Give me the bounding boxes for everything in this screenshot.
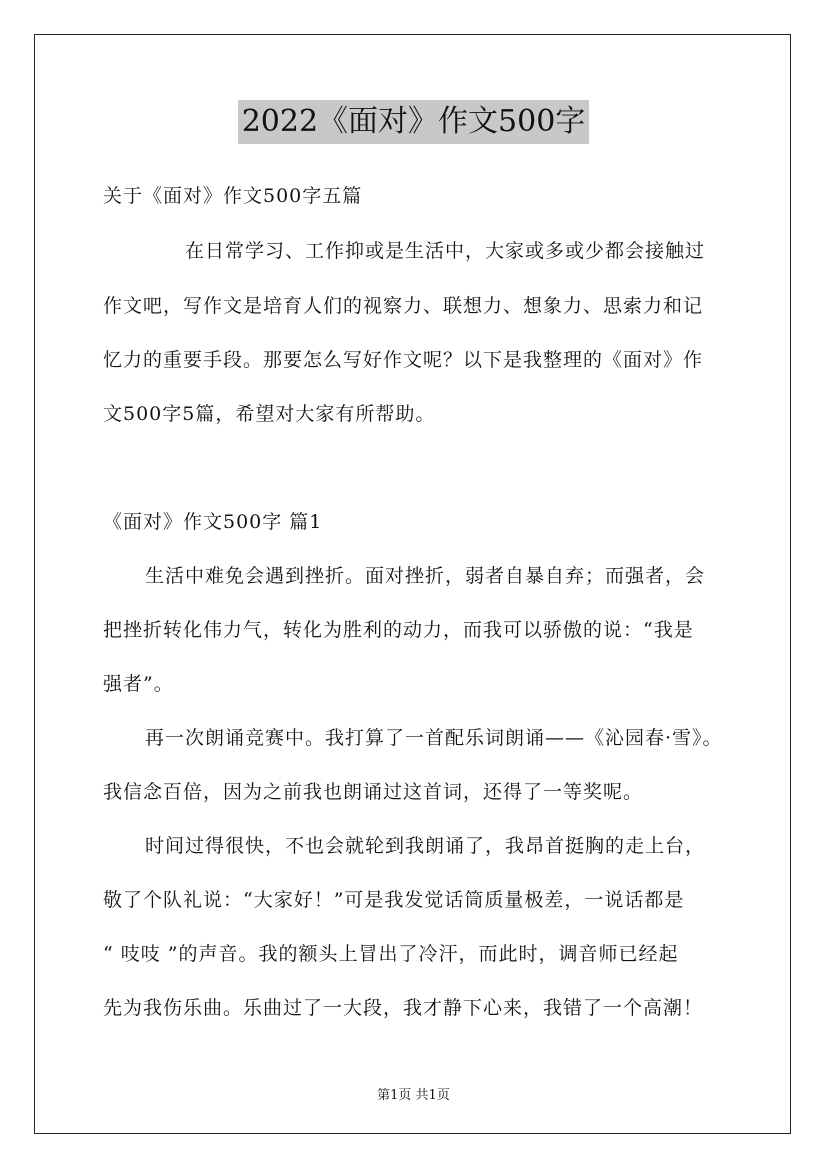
section-heading: 《面对》作文500字 篇1 <box>103 511 323 533</box>
subtitle: 关于《面对》作文500字五篇 <box>103 185 363 207</box>
intro-line: 忆力的重要手段。那要怎么写好作文呢？以下是我整理的《面对》作 <box>103 349 704 371</box>
body-line: 强者”。 <box>103 673 174 695</box>
body-line: 我信念百倍，因为之前我也朗诵过这首词，还得了一等奖呢。 <box>103 781 644 803</box>
title-container <box>0 100 827 144</box>
body-line: “ 吱吱 ”的声音。我的额头上冒出了冷汗，而此时，调音师已经起 <box>103 943 679 965</box>
intro-line: 在日常学习、工作抑或是生活中，大家或多或少都会接触过 <box>185 240 706 262</box>
body-line: 时间过得很快，不也会就轮到我朗诵了，我昂首挺胸的走上台， <box>145 835 706 857</box>
body-line: 再一次朗诵竞赛中。我打算了一首配乐词朗诵——《沁园春·雪》。 <box>145 727 723 749</box>
intro-line: 作文吧，写作文是培育人们的视察力、联想力、想象力、思索力和记 <box>103 295 704 317</box>
document-title: 2022《面对》作文500字 <box>238 100 590 144</box>
intro-line: 文500字5篇，希望对大家有所帮助。 <box>103 403 436 425</box>
body-line: 敬了个队礼说：“大家好！”可是我发觉话筒质量极差，一说话都是 <box>103 889 685 911</box>
body-line: 把挫折转化伟力气，转化为胜利的动力，而我可以骄傲的说：“我是 <box>103 619 694 641</box>
page-footer: 第1页 共1页 <box>377 1088 450 1103</box>
body-line: 先为我伤乐曲。乐曲过了一大段，我才静下心来，我错了一个高潮！ <box>103 997 704 1019</box>
body-line: 生活中难免会遇到挫折。面对挫折，弱者自暴自弃；而强者，会 <box>145 565 706 587</box>
